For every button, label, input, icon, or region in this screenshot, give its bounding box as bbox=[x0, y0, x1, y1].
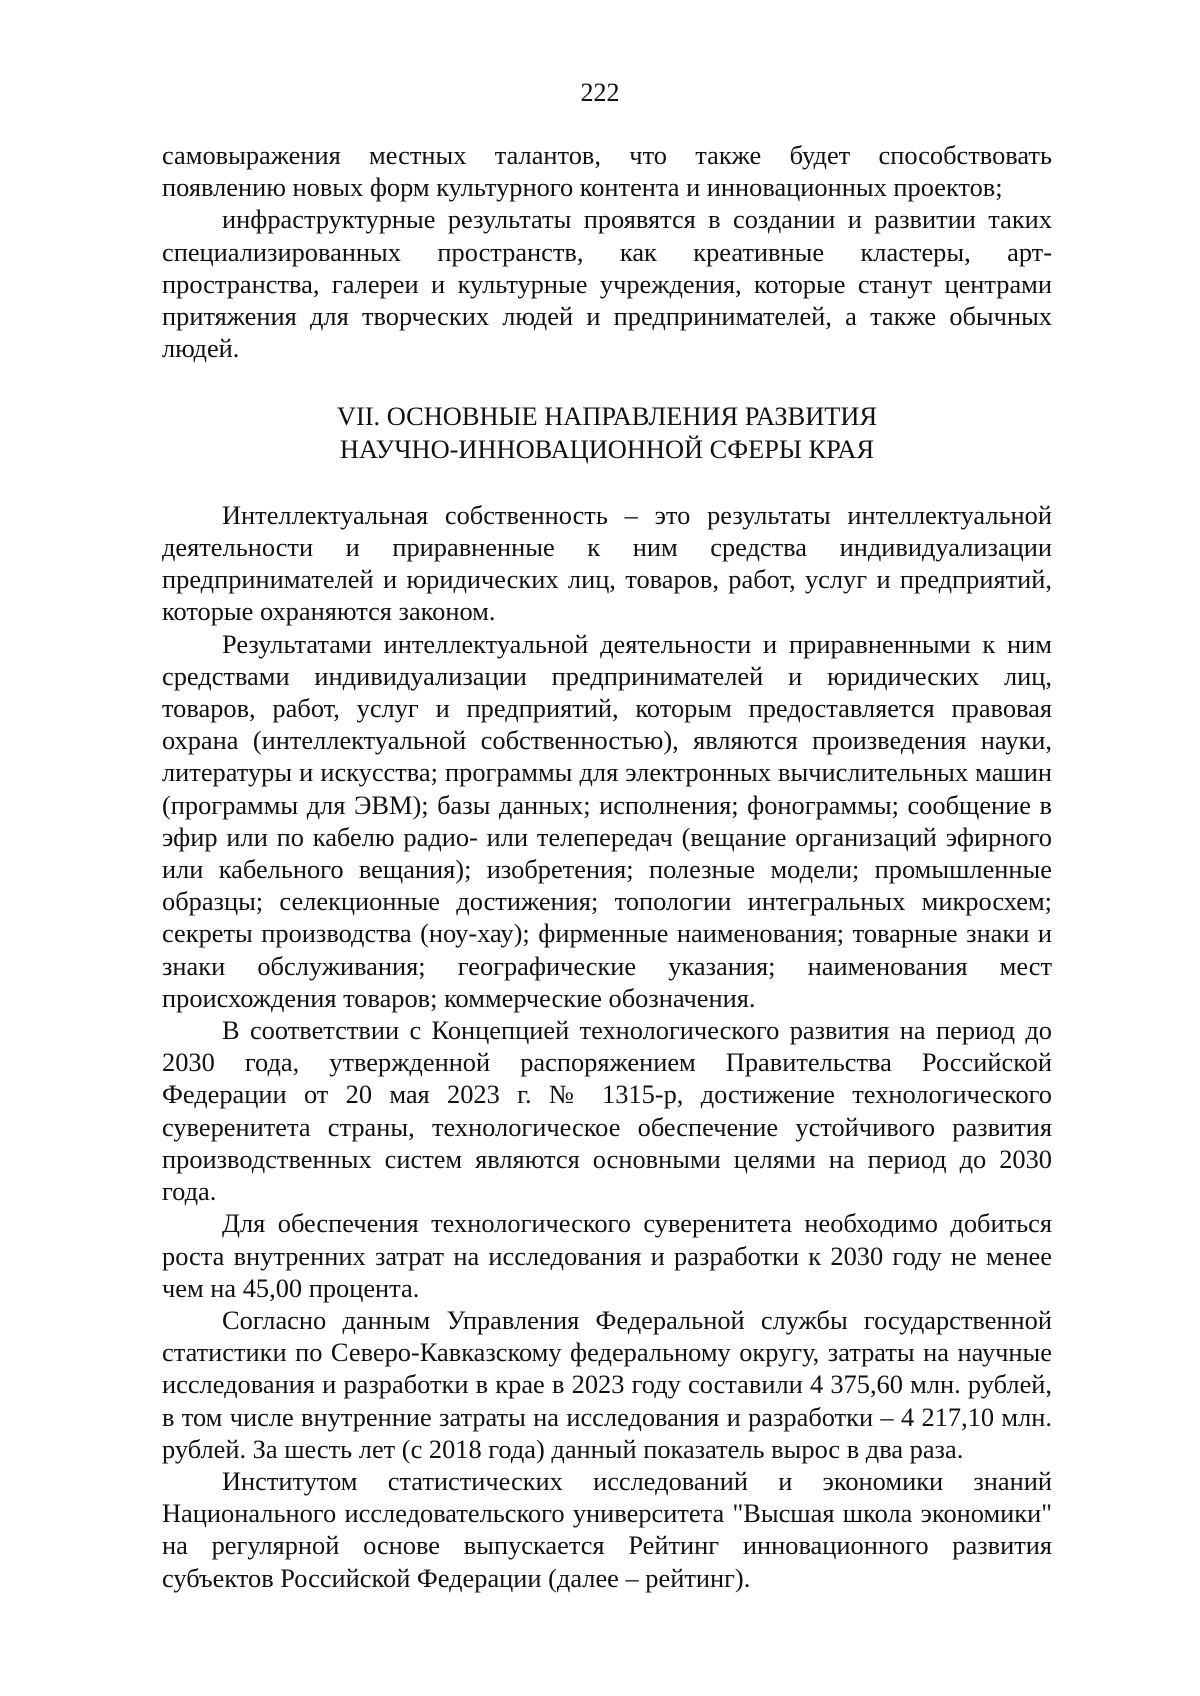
paragraph: В соответствии с Концепцией технологического развития на период до 2030 года, утвержденной распоряжением Правительства Российской Федерации от 20 мая 2023 г. № 1315-р, достижение технологического суверенитета страны, технологическое обеспечение устойчивого развития производственных систем являются основными целями на период до 2030 года. bbox=[162, 1015, 1052, 1207]
section-heading-line: НАУЧНО-ИННОВАЦИОННОЙ СФЕРЫ КРАЯ bbox=[339, 433, 875, 464]
document-body bbox=[162, 139, 1052, 1594]
paragraph: Интеллектуальная собственность – это результаты интеллектуальной деятельности и приравненные к ним средства индивидуализации предпринимателей и юридических лиц, товаров, работ, услуг и предприятий, которые охраняются законом. bbox=[162, 499, 1052, 627]
paragraph-continuation: самовыражения местных талантов, что также будет способствовать появлению новых форм культурного контента и инновационных проектов; bbox=[162, 140, 1052, 203]
page-number: 222 bbox=[580, 78, 620, 107]
section-heading-line: VII. ОСНОВНЫЕ НАПРАВЛЕНИЯ РАЗВИТИЯ bbox=[336, 401, 878, 432]
paragraph: Согласно данным Управления Федеральной службы государственной статистики по Северо-Кавказскому федеральному округу, затраты на научные исследования и разработки в крае в 2023 году составили 4 375,60 млн. рублей, в том числе внутренние затраты на исследования и разработки – 4 217,10 млн. рублей. За шесть лет (с 2018 года) данный показатель вырос в два раза. bbox=[162, 1304, 1052, 1464]
paragraph: инфраструктурные результаты проявятся в создании и развитии таких специализированных пространств, как креативные кластеры, арт-пространства, галереи и культурные учреждения, которые станут центрами притяжения для творческих людей и предпринимателей, а также обычных людей. bbox=[162, 204, 1052, 364]
section-heading bbox=[162, 400, 1052, 464]
paragraph: Результатами интеллектуальной деятельности и приравненными к ним средствами индивидуализации предпринимателей и юридических лиц, товаров, работ, услуг и предприятий, которым предоставляется правовая охрана (интеллектуальной собственностью), являются произведения науки, литературы и искусства; программы для электронных вычислительных машин (программы для ЭВМ); базы данных; исполнения; фонограммы; сообщение в эфир или по кабелю радио- или телепередач (вещание организаций эфирного или кабельного вещания); изобретения; полезные модели; промышленные образцы; селекционные достижения; топологии интегральных микросхем; секреты производства (ноу-хау); фирменные наименования; товарные знаки и знаки обслуживания; географические указания; наименования мест происхождения товаров; коммерческие обозначения. bbox=[162, 628, 1052, 1013]
paragraph: Для обеспечения технологического суверенитета необходимо добиться роста внутренних затрат на исследования и разработки к 2030 году не менее чем на 45,00 процента. bbox=[162, 1208, 1052, 1303]
paragraph: Институтом статистических исследований и экономики знаний Национального исследовательского университета "Высшая школа экономики" на регулярной основе выпускается Рейтинг инновационного развития субъектов Российской Федерации (далее – рейтинг). bbox=[162, 1465, 1052, 1593]
